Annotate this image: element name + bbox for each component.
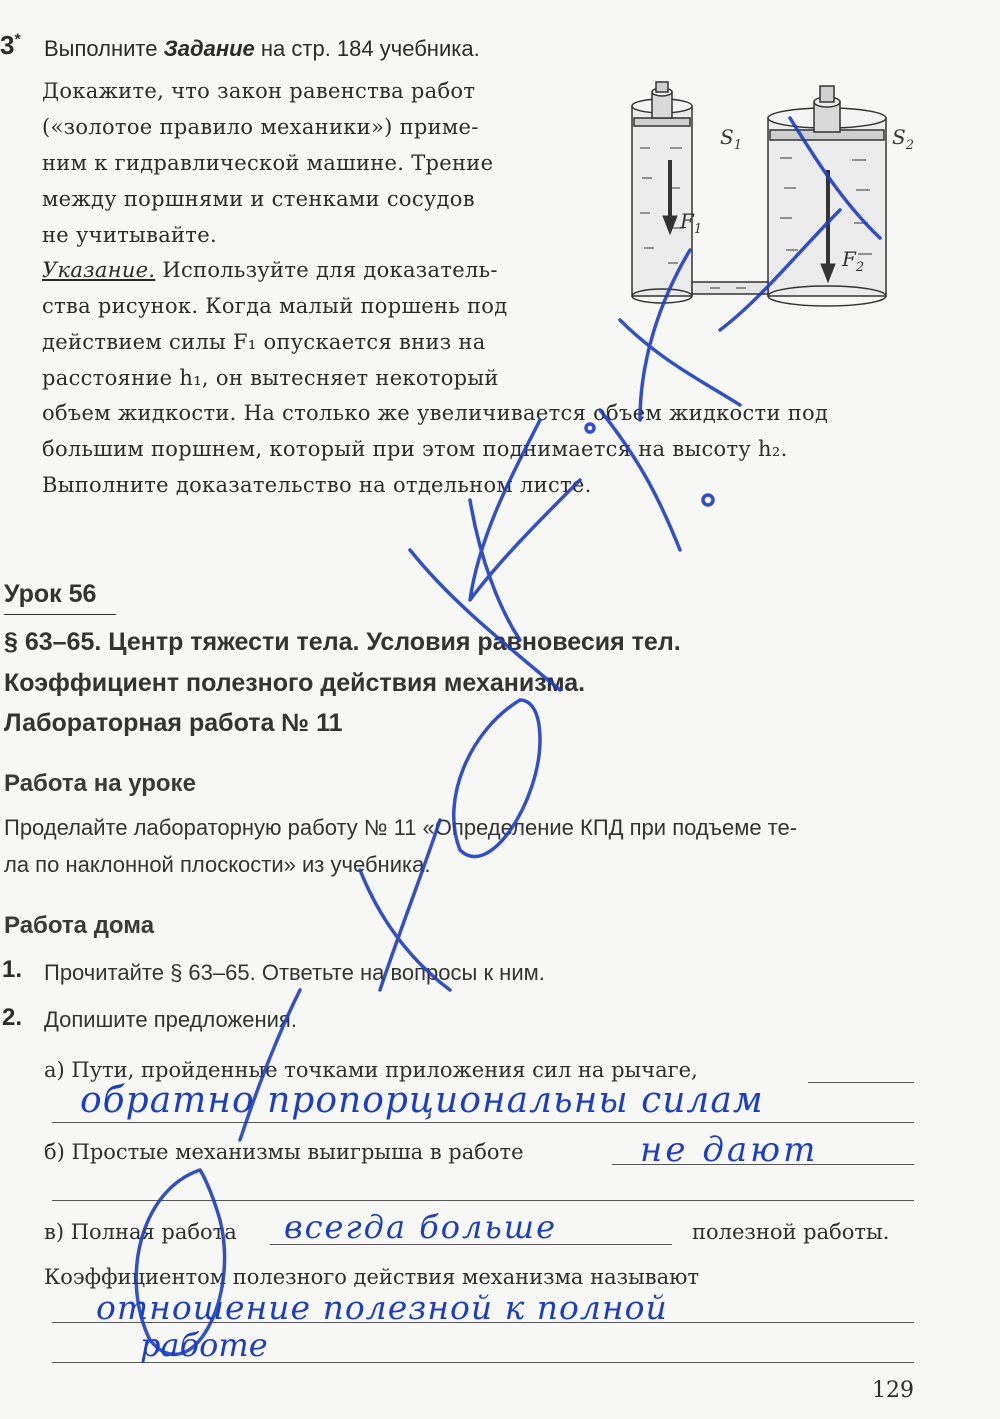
- force-f1-label: $F_1$: [680, 209, 703, 237]
- answer-line[interactable]: [52, 1122, 914, 1123]
- classwork-text-line: Проделайте лабораторную работу № 11 «Определение КПД при подъеме те-: [4, 815, 798, 840]
- lesson-title-line: § 63–65. Центр тяжести тела. Условия равновесия тел.: [4, 628, 681, 656]
- ink-stroke: [620, 320, 740, 405]
- hint-line: объем жидкости. На столько же увеличивается объем жидкости под: [42, 401, 829, 425]
- lesson-label-underline: [4, 614, 116, 615]
- classwork-text-line: ла по наклонной плоскости» из учебника.: [4, 852, 431, 877]
- sentence-c-suffix: полезной работы.: [692, 1220, 890, 1244]
- hint-line: действием силы F₁ опускается вниз на: [42, 330, 486, 354]
- lesson-title-line: Коэффициент полезного действия механизма.: [4, 669, 586, 697]
- hint-line: Выполните доказательство на отдельном листе.: [42, 473, 592, 497]
- sentence-b: б) Простые механизмы выигрыша в работе: [44, 1140, 524, 1164]
- sentence-a: а) Пути, пройденные точками приложения сил на рычаге,: [44, 1058, 698, 1082]
- classwork-heading: Работа на уроке: [4, 770, 196, 797]
- handwritten-answer-d-line2: работе: [140, 1326, 268, 1364]
- connecting-pipe: [692, 282, 768, 294]
- area-s2-label: $S_2$: [892, 125, 914, 153]
- hint-line: ства рисунок. Когда малый поршень под: [42, 294, 508, 318]
- sentence-c: в) Полная работа: [44, 1220, 237, 1244]
- hint-line: расстояние h₁, он вытесняет некоторый: [42, 366, 499, 390]
- task-intro: Выполните Задание на стр. 184 учебника.: [44, 36, 480, 61]
- answer-line[interactable]: [808, 1082, 914, 1083]
- task-text-line: ним к гидравлической машине. Трение: [42, 151, 494, 175]
- force-f2-label: $F_2$: [842, 247, 865, 275]
- task-text-line: Докажите, что закон равенства работ: [42, 79, 476, 103]
- homework-item-text: Допишите предложения.: [44, 1007, 297, 1032]
- ink-dot: [586, 424, 594, 432]
- homework-heading: Работа дома: [4, 912, 155, 939]
- area-s1-label: $S_1$: [720, 125, 742, 153]
- hint-label: Указание.: [42, 258, 156, 282]
- task-text-line: между поршнями и стенками сосудов: [42, 187, 475, 211]
- homework-item-number: 2.: [2, 1004, 23, 1031]
- handwritten-answer-a: обратно пропорциональны силам: [80, 1080, 764, 1121]
- handwritten-answer-b: не дают: [640, 1130, 819, 1170]
- page-number: 129: [872, 1378, 914, 1403]
- ink-stroke: [600, 410, 680, 550]
- handwritten-answer-c: всегда больше: [284, 1208, 558, 1246]
- homework-item-text: Прочитайте § 63–65. Ответьте на вопросы к ним.: [44, 960, 545, 985]
- homework-item-number: 1.: [2, 956, 23, 983]
- task-number: 3*: [0, 30, 21, 60]
- hint-line: большим поршнем, который при этом поднимается на высоту h₂.: [42, 437, 788, 461]
- task-text-line: («золотое правило механики») приме-: [42, 115, 479, 139]
- task-text-line: не учитывайте.: [42, 223, 217, 247]
- answer-line[interactable]: [52, 1200, 914, 1201]
- lesson-label: Урок 56: [4, 580, 97, 608]
- lesson-title-line: Лабораторная работа № 11: [4, 709, 343, 737]
- ink-dot: [703, 495, 713, 505]
- sentence-d: Коэффициентом полезного действия механизма называют: [44, 1265, 700, 1289]
- hint-line: Указание. Используйте для доказатель-: [42, 258, 498, 282]
- ink-stroke: [470, 500, 520, 640]
- handwritten-answer-d-line1: отношение полезной к полной: [96, 1288, 668, 1327]
- hydraulic-press-figure: [620, 78, 920, 328]
- small-cylinder: [632, 82, 692, 303]
